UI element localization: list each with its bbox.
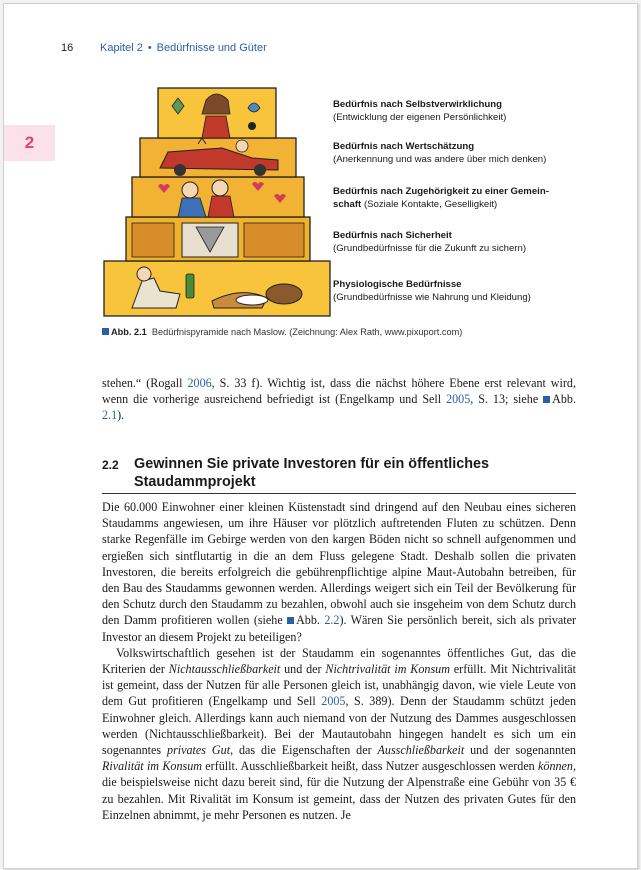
pyramid-tier-esteem [140, 138, 296, 177]
pyramid-label-title-line2: schaft [333, 199, 362, 210]
text-run: stehen.“ (Rogall [102, 376, 188, 390]
pyramid-label-3 [333, 185, 583, 211]
emphasis: privates Gut [167, 743, 231, 758]
emphasis: können [538, 759, 573, 774]
pyramid-label-5 [333, 278, 583, 304]
text-run: , das die Eigenschaften der [230, 743, 378, 758]
emphasis: Rivalität im Konsum [102, 759, 202, 774]
chapter-title: Bedürfnisse und Güter [156, 42, 267, 54]
page-number: 16 [61, 42, 74, 54]
header-bullet: • [147, 42, 152, 54]
pyramid-tier-physiological [104, 261, 330, 316]
figure-ref-icon [543, 396, 550, 403]
emphasis: Nichtausschließbarkeit [168, 662, 281, 677]
chapter-margin-badge: 2 [4, 125, 55, 161]
text-run: , S. 33 f). Wichtig ist, dass die nächst höhere Ebene erst relevant wird, wenn die vorherige ausreichend befriedigt ist (Engelkamp und Sell [102, 376, 577, 407]
pyramid-label-title: Bedürfnis nach Sicherheit [333, 230, 452, 241]
citation-link-engelkamp-2005[interactable]: 2005 [446, 392, 471, 407]
section-heading [102, 455, 582, 491]
pyramid-label-title: Bedürfnis nach Wertschätzung [333, 141, 475, 152]
running-header [100, 42, 267, 54]
chapter-label: Kapitel 2 [100, 42, 143, 54]
text-run: ). [117, 408, 125, 423]
pyramid-label-subtitle: (Anerkennung und was andere über mich denken) [333, 154, 547, 165]
pyramid-label-title [333, 185, 583, 211]
maslow-pyramid-illustration [102, 86, 342, 318]
text-run: erfüllt. Mit Nichtrivalität ist gemeint, dass der Nutzen für alle Personen gleich ist, unabhängig davon, wie viele Leute von dem Gut profitieren (Engelkamp und Sell [102, 662, 576, 709]
pyramid-label-subtitle: (Entwicklung der eigenen Persönlichkeit) [333, 112, 507, 123]
pyramid-label-title: Physiologische Bedürfnisse [333, 279, 462, 290]
text-run: , S. 13; siehe [470, 392, 544, 407]
text-run: Die 60.000 Einwohner einer kleinen Küstenstadt sind dringend auf den Neubau eines sicheren Staudamms angewiesen, um ihre Häuser vor plötzlich auftretenden Fluten zu schützen. Denn starke Regenfälle im Gebirge werden von den kargen Böden nicht so schnell aufgenommen und ergießen sich sintflutartig in die an dem Fluss gelegene Stadt. Deshalb sollen die privaten Investoren, die bereits erfolgreich die gebührenpflichtige alpine Maut-Autobahn betreiben, für den Bau des Staudamms gewonnen werden. Allerdings weigert sich ein Teil der Bevölkerung für den Schutz durch den Staudamm zu bezahlen, obwohl auch sie insgeheim von dem Schutz durch den Damm profitieren wollen (siehe [102, 500, 576, 628]
citation-link-engelkamp-2005[interactable]: 2005 [321, 694, 346, 709]
intro-paragraph [102, 375, 576, 424]
figure-ref-icon [287, 617, 294, 624]
text-run: , S. 389). Denn der Staudamm schützt jeden Einwohner gleich. Allerdings kann auch niemand von der Nutzung des Dammes ausgeschlossen werden (Nichtausschließbarkeit). Bei der Mautautobahn hingegen handelt es sich um ein sogenanntes [102, 694, 576, 758]
section-number: 2.2 [102, 458, 119, 472]
figure-caption-text: Bedürfnispyramide nach Maslow. (Zeichnung: Alex Rath, www.pixuport.com) [151, 327, 463, 337]
text-run: Abb. [296, 613, 325, 628]
text-run: Volkswirtschaftlich gesehen ist der Staudamm ein sogenanntes öffentliches Gut, das die Kriterien der [102, 645, 576, 677]
figure-caption [102, 327, 462, 337]
figure-link-2-1[interactable]: 2.1 [102, 408, 118, 423]
emphasis: Nichtrivalität im Konsum [325, 662, 450, 677]
section-title: Gewinnen Sie private Investoren für ein öffentliches Staudammprojekt [134, 456, 490, 490]
text-run: und der [280, 662, 326, 677]
figure-caption-label: Abb. 2.1 [111, 327, 147, 337]
pyramid-label-title-line1: Bedürfnis nach Zugehörigkeit zu einer Gemein- [333, 186, 549, 197]
book-page [3, 3, 638, 869]
pyramid-label-4 [333, 229, 583, 255]
body-text [102, 499, 576, 823]
pyramid-label-2 [333, 140, 583, 166]
pyramid-label-1 [333, 98, 583, 124]
section-divider [102, 493, 576, 494]
emphasis: Ausschließbarkeit [377, 743, 465, 758]
pyramid-tier-self-actualization [158, 88, 276, 138]
pyramid-label-subtitle: (Grundbedürfnisse für die Zukunft zu sichern) [333, 243, 527, 254]
text-run: ). Wären Sie persönlich bereit, sich als privater Investor an diesem Projekt zu beteiligen? [102, 613, 577, 644]
figure-link-2-2[interactable]: 2.2 [324, 613, 340, 628]
figure-marker-icon [102, 328, 109, 335]
pyramid-label-subtitle: (Grundbedürfnisse wie Nahrung und Kleidung) [333, 292, 531, 303]
text-run: , die beispielsweise nicht dazu bereit sind, für die Nutzung der Alpenstraße eine Gebühr von 35 € zu bezahlen. Mit Rivalität im Konsum ist gemeint, dass der Nutzen des privaten Gutes für den Einzelnen abnimmt, je mehr Personen es nutzen. Je [102, 759, 576, 822]
text-run: und der sogenannten [464, 743, 576, 758]
pyramid-tier-belonging [132, 177, 304, 217]
pyramid-label-subtitle: (Soziale Kontakte, Geselligkeit) [363, 199, 498, 210]
pyramid-tier-security [126, 217, 310, 261]
text-run: erfüllt. Ausschließbarkeit heißt, dass Nutzer ausgeschlossen werden [202, 759, 539, 774]
pyramid-label-title: Bedürfnis nach Selbstverwirklichung [333, 99, 502, 110]
text-run: Abb. [552, 392, 576, 407]
citation-link-rogall-2006[interactable]: 2006 [187, 376, 212, 390]
